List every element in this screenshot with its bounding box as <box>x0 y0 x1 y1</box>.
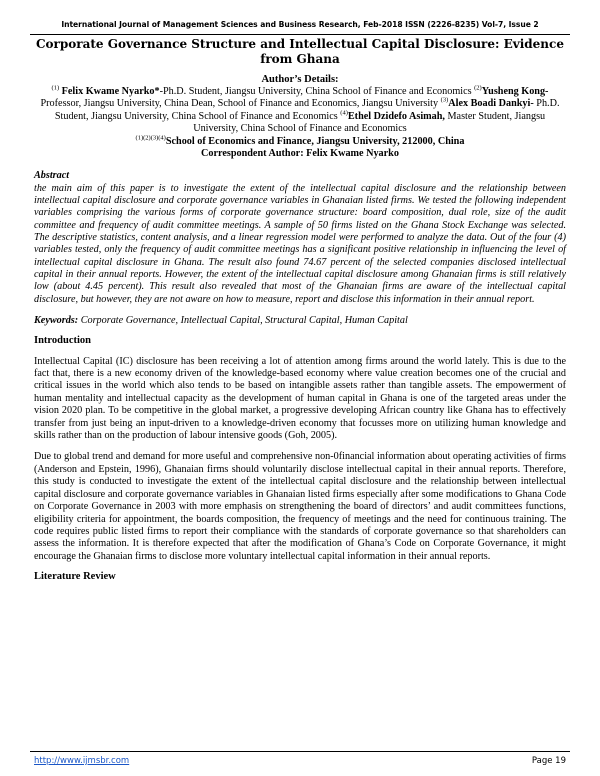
institution: School of Economics and Finance, Jiangsu University, 212000, China <box>165 135 465 147</box>
correspondent-author: Correspondent Author: Felix Kwame Nyarko <box>201 148 399 160</box>
keywords-text: Corporate Governance, Intellectual Capital, Structural Capital, Human Capital <box>78 314 408 326</box>
keywords <box>34 315 566 327</box>
author-4-affiliation: Master Student, Jiangsu University, China School of Finance and Economics <box>193 110 546 135</box>
abstract-text: the main aim of this paper is to investigate the extent of the intellectual capital disclosure and the relationship between intellectual capital disclosure and corporate governance variables in Ghanaian listed firms. We tested the following independent variables comprising the various forms of corporate governance structure: board composition, dual role, size of the audit committee and frequency of audit committee meetings. A sample of 50 firms listed on the Ghana Stock Exchange was selected. The descriptive statistics, content analysis, and a linear regression model were performed to analyze the data. Out of the four (4) variables tested, only the frequency of audit committee meetings has a significant positive relationship in influencing the level of intellectual capital disclosure in Ghana. The result also found 74.67 percent of the selected companies disclosed intellectual capital in their annual reports. However, the extent of the intellectual capital disclosure among Ghanaian firms is still relatively low (about 4.45 percent). This result also revealed that most of the Ghanaian firms are aware of the intellectual capital disclosure, but however, they are not aware on how to measure, report and disclose this information in their annual report. <box>34 182 566 305</box>
introduction-paragraph-2: Due to global trend and demand for more useful and comprehensive non-0financial information about operating activities of firms (Anderson and Epstein, 1996), Ghanaian firms should voluntarily disclose intellectual capital in their annual reports. Therefore, this study is conducted to investigate the extent of the intellectual capital disclosure and the relationship between intellectual capital disclosure and corporate governance variables in Ghanaian listed firms especially after some modifications to Ghana Code on Corporate Governance in 2003 with more emphasis on strengthening the board of directors’ and audit committees functions, eligibility criteria for appointment, the boards composition, the frequency of meetings and the need for continuous training. The code requires public listed firms to report their compliance with the standards of corporate governance so that shareholders can assess the information. It is therefore expected that after the modification of Ghana’s Code on Corporate Governance, it might encourage the Ghanaian firms to disclose more voluntary intellectual capital information in their annual reports. <box>34 451 566 562</box>
author-3-name: Alex Boadi Dankyi- <box>448 98 534 110</box>
keywords-label: Keywords: <box>34 314 79 326</box>
abstract-heading: Abstract <box>34 170 70 182</box>
authors-heading: Author’s Details: <box>261 74 339 85</box>
author-2-marker: (2) <box>474 84 482 92</box>
footer-rule <box>30 751 570 752</box>
journal-website-link[interactable]: http://www.ijmsbr.com <box>34 756 130 766</box>
author-2-affiliation: Professor, Jiangsu University, China Dean, School of Finance and Economics, Jiangsu University <box>40 98 439 110</box>
header-rule <box>30 34 570 35</box>
journal-header: International Journal of Management Sciences and Business Research, Feb-2018 ISSN (2226-8235) Vol-7, Issue 2 <box>61 20 539 29</box>
author-1-affiliation: -Ph.D. Student, Jiangsu University, China School of Finance and Economics <box>159 86 472 97</box>
introduction-paragraph-1: Intellectual Capital (IC) disclosure has been receiving a lot of attention among firms around the world lately. This is due to the fact that, there is a new economy driven of the knowledge-based economy where value creation becomes one of the crucial and critical issues in the world which also tends to be based on intangible assets rather than tangible assets. The empowerment of human mentality and intellectual capacity as the development of human capital in Ghana is one of the targeted areas under the vision 2020 plan. To be competitive in the global market, a progressive developing African country like Ghana has to effectively transfer from just being an input-driven to a knowledge-driven economy that focusses more on utilizing human knowledge and skills rather than on the production of labour intensive goods (Goh, 2005). <box>34 355 566 442</box>
author-3-affiliation: Ph.D. Student, Jiangsu University, China School of Finance and Economics <box>54 98 560 122</box>
author-1-marker: (1) <box>51 84 60 92</box>
paper-title: Corporate Governance Structure and Intellectual Capital Disclosure: Evidence from Ghana <box>36 37 564 66</box>
institution-marker: (1)(2)(3)(4) <box>135 134 166 142</box>
author-3-marker: (3) <box>440 97 449 105</box>
author-4-marker: (4) <box>340 109 348 117</box>
author-4-name: Ethel Dzidefo Asimah, <box>347 110 445 122</box>
page-number: Page 19 <box>531 756 566 766</box>
author-2-name: Yusheng Kong- <box>481 86 549 97</box>
authors-block <box>34 86 566 160</box>
literature-review-heading: Literature Review <box>34 571 116 583</box>
introduction-heading: Introduction <box>34 335 91 347</box>
paper-content <box>34 37 566 584</box>
author-1-name: Felix Kwame Nyarko* <box>61 86 160 97</box>
